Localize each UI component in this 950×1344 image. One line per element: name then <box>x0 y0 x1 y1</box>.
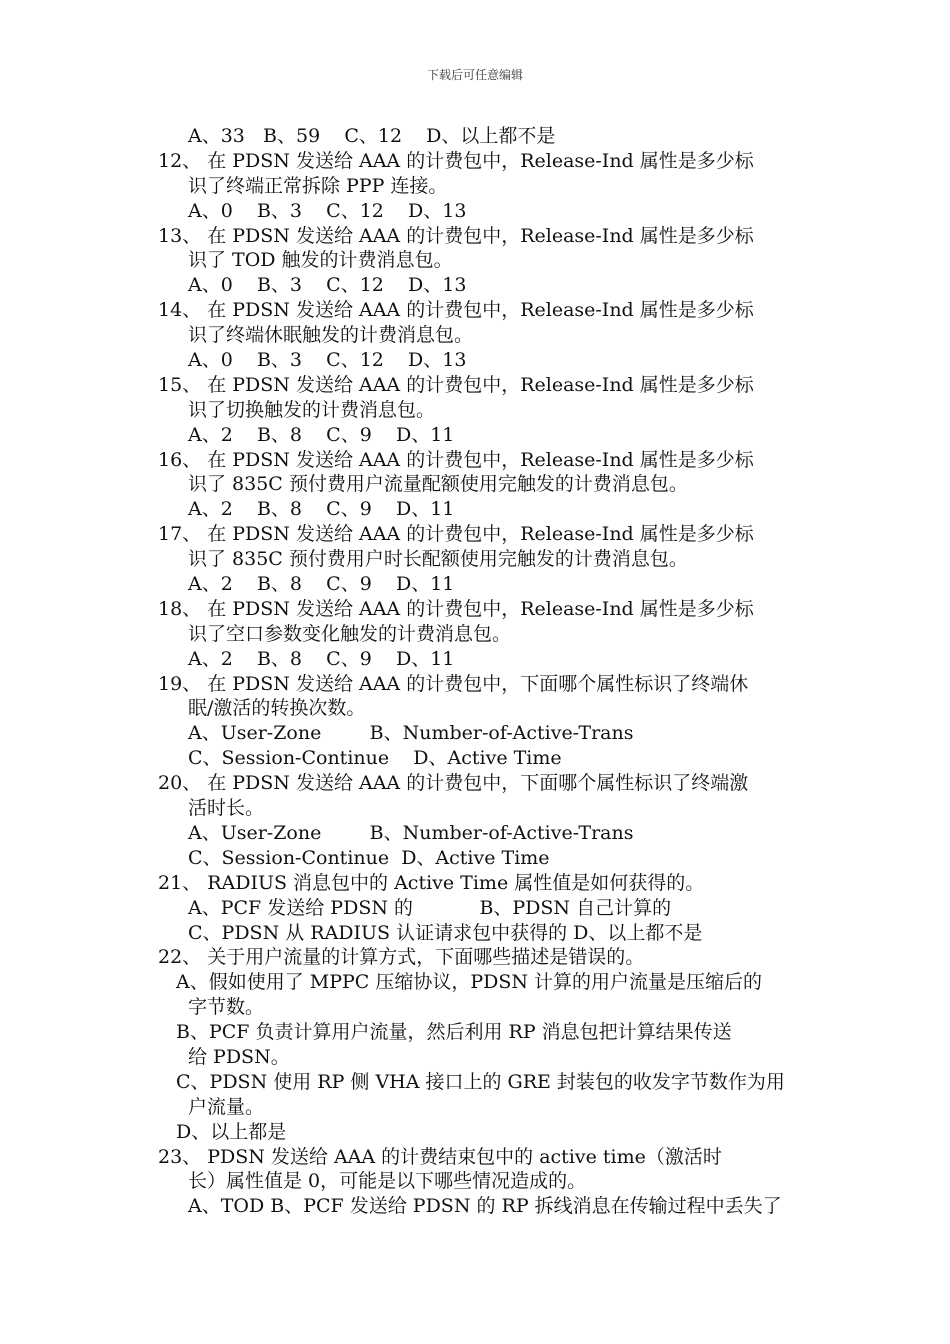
text-line: A、TOD B、PCF 发送给 PDSN 的 RP 拆线消息在传输过程中丢失了 <box>188 1195 782 1218</box>
text-line: 识了终端休眠触发的计费消息包。 <box>188 324 474 347</box>
question-line: 23、 PDSN 发送给 AAA 的计费结束包中的 active time（激活时 <box>158 1145 722 1168</box>
text-line: B、PCF 负责计算用户流量，然后利用 RP 消息包把计算结果传送 <box>176 1021 732 1044</box>
text-line: A、User-Zone B、Number-of-Active-Trans <box>188 722 634 745</box>
text-line: 识了 835C 预付费用户流量配额使用完触发的计费消息包。 <box>188 473 688 496</box>
question-line: 19、 在 PDSN 发送给 AAA 的计费包中，下面哪个属性标识了终端休 <box>158 672 749 695</box>
text-line: 字节数。 <box>188 996 265 1019</box>
text-line: C、Session-Continue D、Active Time <box>188 747 562 770</box>
text-line: 活时长。 <box>188 797 265 820</box>
text-line: C、PDSN 从 RADIUS 认证请求包中获得的 D、以上都不是 <box>188 921 703 944</box>
question-line: 17、 在 PDSN 发送给 AAA 的计费包中，Release-Ind 属性是多少标 <box>158 523 754 546</box>
text-line: A、0 B、3 C、12 D、13 <box>188 199 467 222</box>
text-line: A、2 B、8 C、9 D、11 <box>188 647 455 670</box>
text-line: C、Session-Continue D、Active Time <box>188 846 550 869</box>
text-line: A、假如使用了 MPPC 压缩协议，PDSN 计算的用户流量是压缩后的 <box>176 971 763 994</box>
document-body <box>158 124 818 1219</box>
text-line: C、PDSN 使用 RP 侧 VHA 接口上的 GRE 封装包的收发字节数作为用 <box>176 1070 785 1093</box>
question-line: 22、 关于用户流量的计算方式，下面哪些描述是错误的。 <box>158 946 645 969</box>
text-line: 长）属性值是 0，可能是以下哪些情况造成的。 <box>188 1170 587 1193</box>
text-line: A、User-Zone B、Number-of-Active-Trans <box>188 821 634 844</box>
text-line: 识了 TOD 触发的计费消息包。 <box>188 249 453 272</box>
text-line: 识了切换触发的计费消息包。 <box>188 398 436 421</box>
text-line: A、0 B、3 C、12 D、13 <box>188 274 467 297</box>
page-header: 下载后可任意编辑 <box>426 68 523 82</box>
text-line: D、以上都是 <box>176 1120 287 1143</box>
text-line: A、0 B、3 C、12 D、13 <box>188 349 467 372</box>
text-line: A、PCF 发送给 PDSN 的 B、PDSN 自己计算的 <box>188 896 672 919</box>
question-line: 16、 在 PDSN 发送给 AAA 的计费包中，Release-Ind 属性是多少标 <box>158 448 754 471</box>
text-line: 识了空口参数变化触发的计费消息包。 <box>188 622 512 645</box>
question-line: 15、 在 PDSN 发送给 AAA 的计费包中，Release-Ind 属性是多少标 <box>158 373 754 396</box>
question-line: 13、 在 PDSN 发送给 AAA 的计费包中，Release-Ind 属性是多少标 <box>158 224 754 247</box>
text-line: 识了 835C 预付费用户时长配额使用完触发的计费消息包。 <box>188 548 688 571</box>
question-line: 18、 在 PDSN 发送给 AAA 的计费包中，Release-Ind 属性是多少标 <box>158 597 754 620</box>
question-line: 20、 在 PDSN 发送给 AAA 的计费包中，下面哪个属性标识了终端激 <box>158 772 749 795</box>
text-line: 识了终端正常拆除 PPP 连接。 <box>188 174 448 197</box>
text-line: 给 PDSN。 <box>188 1045 290 1068</box>
question-line: 12、 在 PDSN 发送给 AAA 的计费包中，Release-Ind 属性是多少标 <box>158 149 754 172</box>
question-line: 14、 在 PDSN 发送给 AAA 的计费包中，Release-Ind 属性是多少标 <box>158 299 754 322</box>
text-line: 眠/激活的转换次数。 <box>188 697 366 720</box>
text-line: A、2 B、8 C、9 D、11 <box>188 423 455 446</box>
text-line: A、33 B、59 C、12 D、以上都不是 <box>188 125 556 147</box>
text-line: A、2 B、8 C、9 D、11 <box>188 573 455 596</box>
text-line: 户流量。 <box>188 1095 265 1118</box>
question-line: 21、 RADIUS 消息包中的 Active Time 属性值是如何获得的。 <box>158 871 705 894</box>
text-line: A、2 B、8 C、9 D、11 <box>188 498 455 521</box>
